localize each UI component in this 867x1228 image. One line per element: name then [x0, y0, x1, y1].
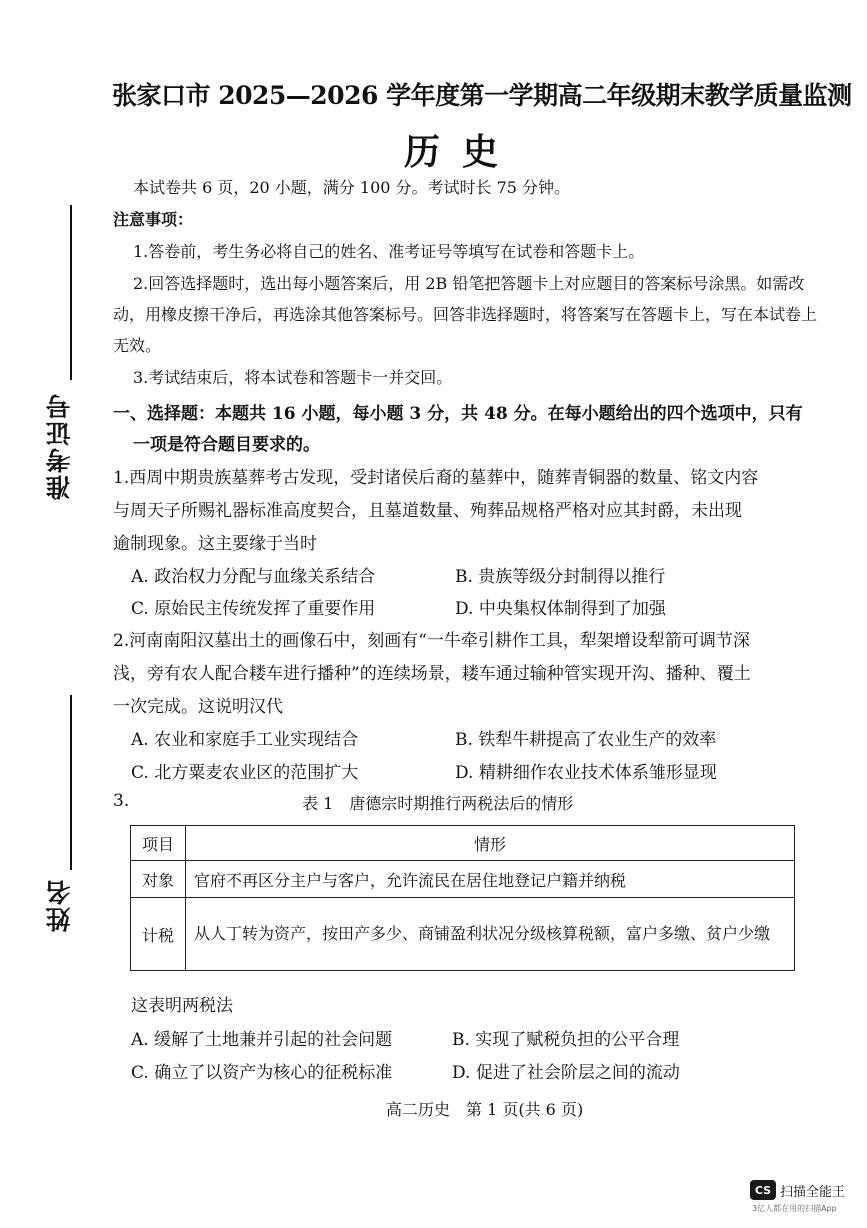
q2-stem-line-2: 浅，旁有农人配合耧车进行播种”的连续场景，耧车通过输种管实现开沟、播种、覆土: [113, 664, 751, 684]
watermark-tagline: 3亿人都在用的扫描App: [752, 1204, 837, 1213]
q1-option-c: C. 原始民主传统发挥了重要作用: [131, 599, 376, 619]
q3-option-c: C. 确立了以资产为核心的征税标准: [131, 1063, 393, 1083]
q2-option-b: B. 铁犁牛耕提高了农业生产的效率: [455, 730, 717, 750]
q1-stem-line-2: 与周天子所赐礼器标准高度契合，且墓道数量、殉葬品规格严格对应其封爵，未出现: [113, 501, 742, 521]
table-cell-situation: 从人丁转为资产，按田产多少、商铺盈利状况分级核算税额，富户多缴、贫户少缴: [186, 898, 795, 971]
table-header-item: 项目: [131, 826, 186, 861]
q3-option-d: D. 促进了社会阶层之间的流动: [452, 1063, 680, 1083]
q1-option-d: D. 中央集权体制得到了加强: [455, 599, 666, 619]
notice-item-2-end: 无效。: [113, 336, 162, 355]
q2-option-a: A. 农业和家庭手工业实现结合: [131, 730, 359, 750]
table-cell-item: 对象: [131, 861, 186, 898]
table-caption: 表 1 唐德宗时期推行两税法后的情形: [302, 794, 574, 813]
q3-option-a: A. 缓解了土地兼并引起的社会问题: [131, 1030, 393, 1050]
notice-item-2: 2.回答选择题时，选出每小题答案后，用 2B 铅笔把答题卡上对应题目的答案标号涂黑。如需改: [133, 274, 805, 293]
q2-stem-line-3: 一次完成。这说明汉代: [113, 697, 283, 717]
table-row: [131, 898, 795, 971]
q1-stem-line-1: 1.西周中期贵族墓葬考古发现，受封诸侯后裔的墓葬中，随葬青铜器的数量、铭文内容: [113, 468, 759, 488]
table-row: [131, 861, 795, 898]
q3-stem: 这表明两税法: [131, 996, 233, 1016]
table-cell-item: 计税: [131, 898, 186, 971]
table-header-row: [131, 826, 795, 861]
camscanner-logo-icon: CS: [750, 1180, 776, 1200]
name-label: 姓名: [45, 878, 74, 932]
q2-option-c: C. 北方粟麦农业区的范围扩大: [131, 763, 359, 783]
table-header-situation: 情形: [186, 826, 795, 861]
q3-option-b: B. 实现了赋税负担的公平合理: [452, 1030, 680, 1050]
q2-option-d: D. 精耕细作农业技术体系雏形显现: [455, 763, 717, 783]
q3-number: 3.: [113, 791, 130, 811]
scanner-watermark: [750, 1180, 845, 1200]
tax-table: [130, 825, 795, 971]
name-line: [70, 695, 72, 870]
notice-item-2-cont: 动，用橡皮擦干净后，再选涂其他答案标号。回答非选择题时，将答案写在答题卡上，写在本试卷上: [113, 305, 818, 324]
table-cell-situation: 官府不再区分主户与客户，允许流民在居住地登记户籍并纳税: [186, 861, 795, 898]
q1-option-a: A. 政治权力分配与血缘关系结合: [131, 567, 376, 587]
section-heading: 一、选择题：本题共 16 小题，每小题 3 分，共 48 分。在每小题给出的四个选项中，只有: [113, 404, 803, 424]
subject-title: 历史: [404, 131, 521, 173]
intro-text: 本试卷共 6 页，20 小题，满分 100 分。考试时长 75 分钟。: [133, 178, 571, 197]
watermark-name: 扫描全能王: [780, 1184, 846, 1200]
notice-item-1: 1.答卷前，考生务必将自己的姓名、准考证号等填写在试卷和答题卡上。: [133, 242, 645, 261]
exam-title: 张家口市 2025—2026 学年度第一学期高二年级期末教学质量监测: [112, 81, 852, 110]
q1-option-b: B. 贵族等级分封制得以推行: [455, 567, 666, 587]
q1-stem-line-3: 逾制现象。这主要缘于当时: [113, 534, 317, 554]
notice-heading: 注意事项：: [113, 210, 194, 229]
q2-stem-line-1: 2.河南南阳汉墓出土的画像石中，刻画有“一牛牵引耕作工具，犁架增设犁箭可调节深: [113, 631, 750, 651]
section-heading-cont: 一项是符合题目要求的。: [133, 435, 320, 455]
exam-id-label: 准考证号: [45, 392, 74, 500]
exam-id-line: [70, 205, 72, 380]
notice-item-3: 3.考试结束后，将本试卷和答题卡一并交回。: [133, 368, 453, 387]
page-footer: 高二历史 第 1 页(共 6 页): [386, 1100, 584, 1119]
